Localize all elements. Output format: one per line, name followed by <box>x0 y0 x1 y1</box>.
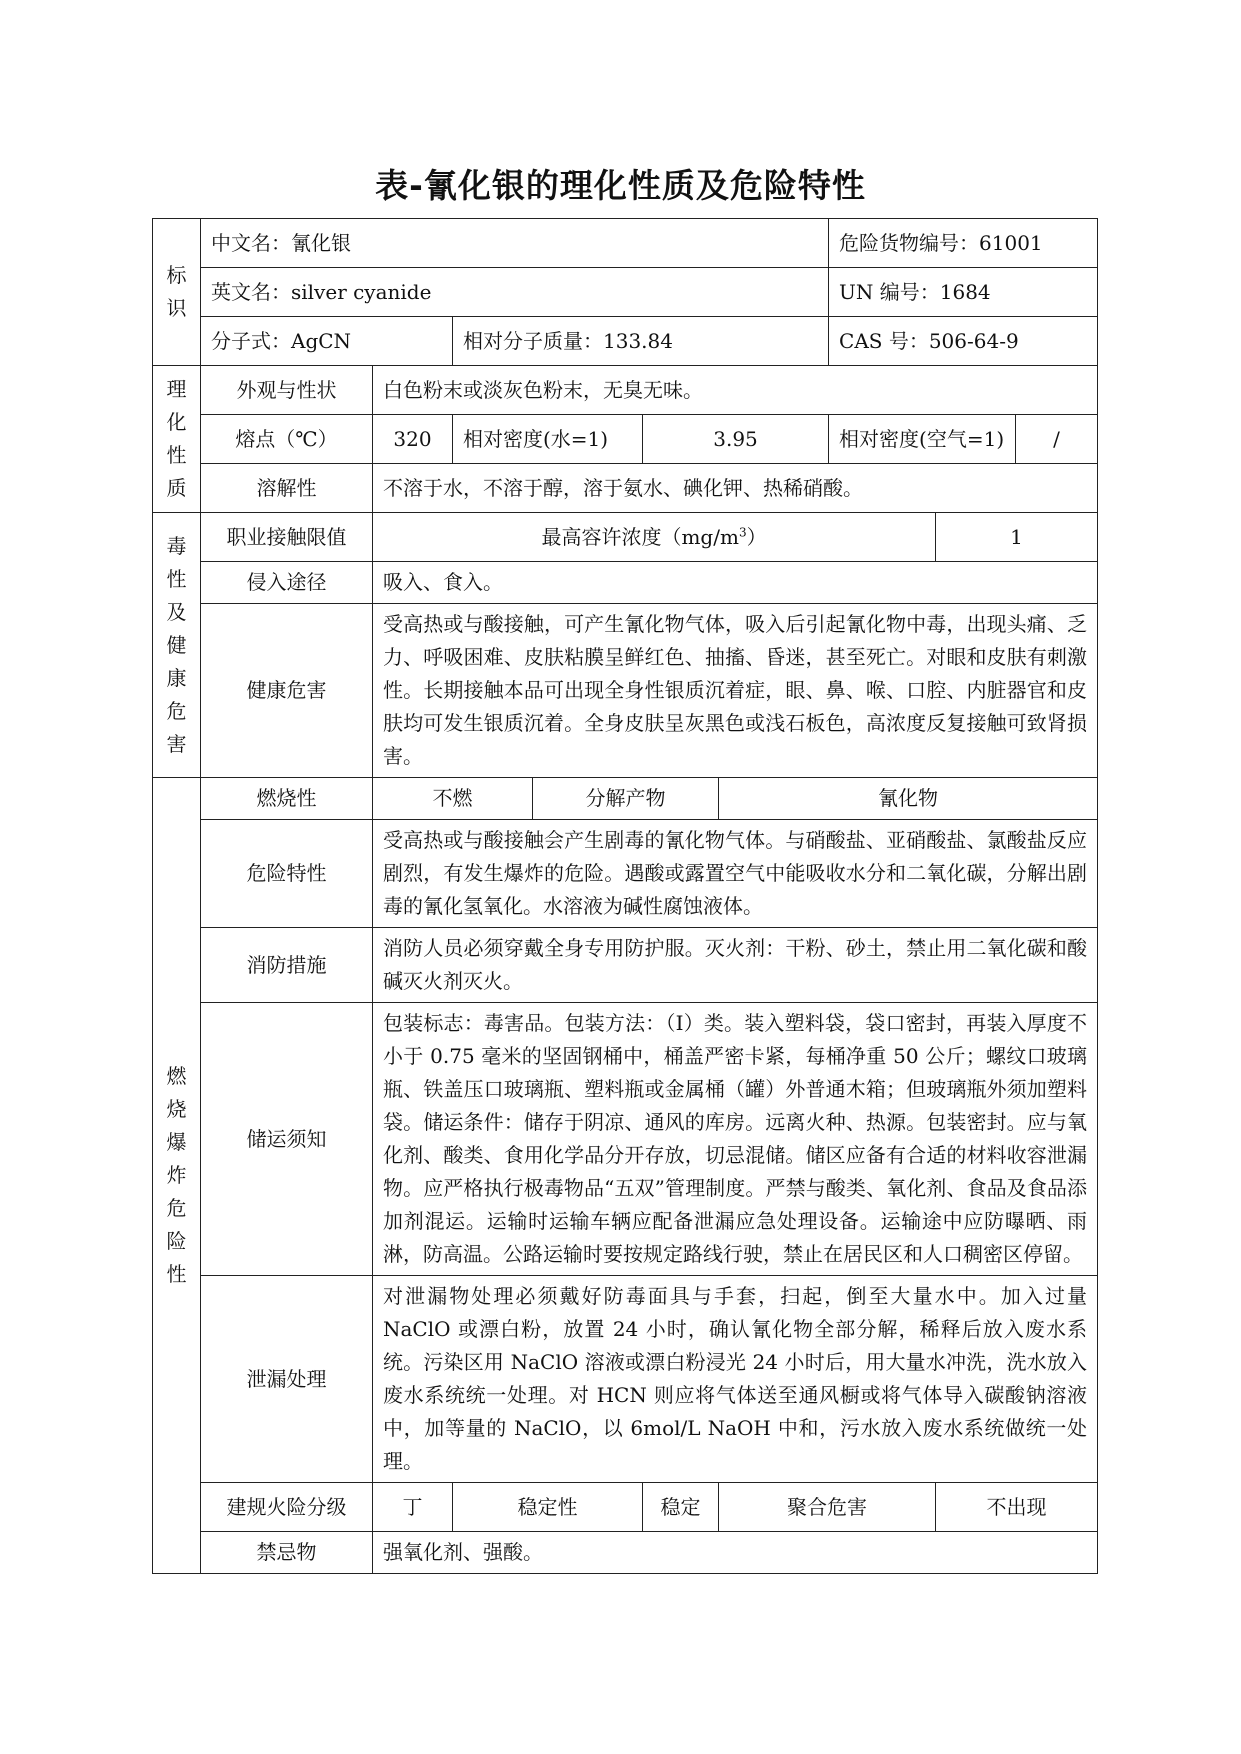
storage-value: 包装标志：毒害品。包装方法：（I）类。装入塑料袋，袋口密封，再装入厚度不小于 0.75 毫米的坚固钢桶中，桶盖严密卡紧，每桶净重 50 公斤；螺纹口玻璃瓶、铁盖压口玻璃瓶、塑料瓶或金属桶（罐）外普通木箱；但玻璃瓶外须加塑料袋。储运条件：储存于阴凉、通风的库房。远离火种、热源。包装密封。应与氧化剂、酸类、食用化学品分开存放，切忌混储。储区应备有合适的材料收容泄漏物。应严格执行极毒物品“五双”管理制度。严禁与酸类、氧化剂、食品及食品添加剂混运。运输时运输车辆应配备泄漏应急处理设备。运输途中应防曝晒、雨淋，防高温。公路运输时要按规定路线行驶，禁止在居民区和人口稠密区停留。 <box>373 1003 1098 1276</box>
table-row <box>153 219 1098 268</box>
page-title: 表-氰化银的理化性质及危险特性 <box>375 166 866 205</box>
firefighting-value: 消防人员必须穿戴全身专用防护服。灭火剂：干粉、砂土，禁止用二氧化碳和酸碱灭火剂灭火。 <box>373 928 1098 1003</box>
molecular-weight-cell: 相对分子质量：133.84 <box>453 317 829 366</box>
mac-label: 最高容许浓度$(mg/m^3)$ <box>373 513 936 562</box>
solubility-label: 溶解性 <box>201 464 373 513</box>
table-row <box>153 820 1098 928</box>
appearance-label: 外观与性状 <box>201 366 373 415</box>
appearance-value: 白色粉末或淡灰色粉末，无臭无味。 <box>373 366 1098 415</box>
health-hazard-value: 受高热或与酸接触，可产生氰化物气体，吸入后引起氰化物中毒，出现头痛、乏力、呼吸困难、皮肤粘膜呈鲜红色、抽搐、昏迷，甚至死亡。对眼和皮肤有刺激性。长期接触本品可出现全身性银质沉着症，眼、鼻、喉、口腔、内脏器官和皮肤均可发生银质沉着。全身皮肤呈灰黑色或浅石板色，高浓度反复接触可致肾损害。 <box>373 604 1098 778</box>
decomposition-label: 分解产物 <box>533 778 719 820</box>
table-row <box>153 1483 1098 1532</box>
stability-value: 稳定 <box>643 1483 719 1532</box>
section-label-toxicity: 毒性及健康危害 <box>153 513 201 778</box>
exposure-limit-label: 职业接触限值 <box>201 513 373 562</box>
melting-point-label: 熔点（℃） <box>201 415 373 464</box>
table-row <box>153 562 1098 604</box>
leak-handling-value: 对泄漏物处理必须戴好防毒面具与手套，扫起，倒至大量水中。加入过量 NaClO 或漂白粉，放置 24 小时，确认氰化物全部分解，稀释后放入废水系统。污染区用 NaClO 溶液或漂白粉浸光 24 小时后，用大量水冲洗，洗水放入废水系统统一处理。对 HCN 则应将气体送至通风橱或将气体导入碳酸钠溶液中，加等量的 NaClO，以 6mol/L NaOH 中和，污水放入废水系统做统一处理。 <box>373 1276 1098 1483</box>
table-row <box>153 1276 1098 1483</box>
leak-handling-label: 泄漏处理 <box>201 1276 373 1483</box>
flammability-label: 燃烧性 <box>201 778 373 820</box>
table-row <box>153 928 1098 1003</box>
un-number-cell: UN 编号：1684 <box>829 268 1098 317</box>
table-row <box>153 604 1098 778</box>
hazard-characteristics-label: 危险特性 <box>201 820 373 928</box>
cn-name-cell: 中文名：氰化银 <box>201 219 829 268</box>
route-value: 吸入、食入。 <box>373 562 1098 604</box>
formula-cell: 分子式：AgCN <box>201 317 453 366</box>
table-row <box>153 268 1098 317</box>
table-row <box>153 415 1098 464</box>
msds-table <box>152 218 1098 1574</box>
section-label-identity: 标识 <box>153 219 201 366</box>
incompatible-value: 强氧化剂、强酸。 <box>373 1532 1098 1574</box>
polymerization-value: 不出现 <box>936 1483 1098 1532</box>
table-row <box>153 317 1098 366</box>
table-row <box>153 778 1098 820</box>
density-water-label: 相对密度(水=1) <box>453 415 643 464</box>
cas-number-cell: CAS 号：506-64-9 <box>829 317 1098 366</box>
section-label-fire: 燃烧爆炸危险性 <box>153 778 201 1574</box>
fire-class-value: 丁 <box>373 1483 453 1532</box>
section-label-physchem: 理化性质 <box>153 366 201 513</box>
incompatible-label: 禁忌物 <box>201 1532 373 1574</box>
density-water-value: 3.95 <box>643 415 829 464</box>
route-label: 侵入途径 <box>201 562 373 604</box>
fire-class-label: 建规火险分级 <box>201 1483 373 1532</box>
density-air-value: / <box>1016 415 1098 464</box>
table-row <box>153 1532 1098 1574</box>
firefighting-label: 消防措施 <box>201 928 373 1003</box>
hazard-number-cell: 危险货物编号：61001 <box>829 219 1098 268</box>
health-hazard-label: 健康危害 <box>201 604 373 778</box>
storage-label: 储运须知 <box>201 1003 373 1276</box>
table-row <box>153 464 1098 513</box>
flammability-value: 不燃 <box>373 778 533 820</box>
stability-label: 稳定性 <box>453 1483 643 1532</box>
table-row <box>153 1003 1098 1276</box>
table-row <box>153 366 1098 415</box>
decomposition-value: 氰化物 <box>719 778 1098 820</box>
melting-point-value: 320 <box>373 415 453 464</box>
mac-value: 1 <box>936 513 1098 562</box>
hazard-characteristics-value: 受高热或与酸接触会产生剧毒的氰化物气体。与硝酸盐、亚硝酸盐、氯酸盐反应剧烈，有发生爆炸的危险。遇酸或露置空气中能吸收水分和二氧化碳，分解出剧毒的氰化氢氧化。水溶液为碱性腐蚀液体。 <box>373 820 1098 928</box>
polymerization-label: 聚合危害 <box>719 1483 936 1532</box>
en-name-cell: 英文名：silver cyanide <box>201 268 829 317</box>
table-row <box>153 513 1098 562</box>
density-air-label: 相对密度(空气=1) <box>829 415 1016 464</box>
solubility-value: 不溶于水，不溶于醇，溶于氨水、碘化钾、热稀硝酸。 <box>373 464 1098 513</box>
